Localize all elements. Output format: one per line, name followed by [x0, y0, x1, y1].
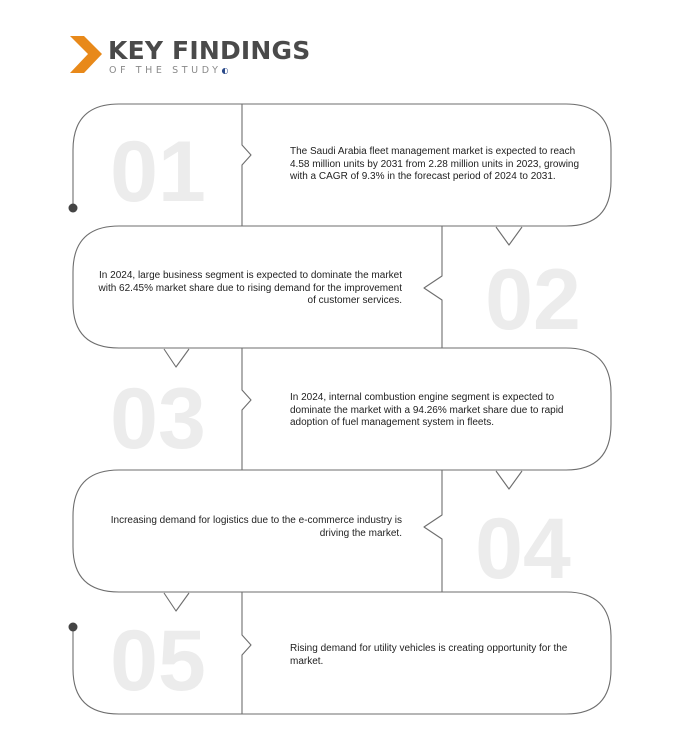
bubble-tail-3 — [496, 471, 522, 489]
bubble-tail-1 — [496, 227, 522, 245]
divider-3 — [242, 348, 251, 470]
finding-number-2: 02 — [485, 252, 581, 348]
divider-5 — [242, 592, 251, 714]
page-title: KEY FINDINGS — [108, 36, 311, 65]
start-dot — [69, 204, 78, 213]
divider-4 — [424, 470, 442, 592]
finding-text-5: Rising demand for utility vehicles is creating opportunity for the market. — [290, 643, 568, 667]
page-subtitle — [109, 65, 229, 76]
finding-number-5: 05 — [110, 613, 206, 709]
finding-text-4: Increasing demand for logistics due to the e-commerce industry is driving the market. — [110, 515, 402, 539]
divider-1 — [242, 104, 251, 226]
end-dot — [69, 623, 78, 632]
finding-number-4: 04 — [475, 501, 571, 597]
finding-text-3: In 2024, internal combustion engine segment is expected to dominate the market with a 94.26% market share due to rapid adoption of fuel management system in fleets. — [290, 392, 564, 429]
finding-text-2: In 2024, large business segment is expected to dominate the market with 62.45% market share due to rising demand for the improvement of customer services. — [98, 270, 402, 307]
subtitle-dot-icon: ◐ — [221, 66, 229, 75]
bubble-tail-2 — [164, 349, 189, 367]
finding-text-1: The Saudi Arabia fleet management market is expected to reach 4.58 million units by 2031 from 2.28 million units in 2023, growing with a CAGR of 9.3% in the forecast period of 2024 to 2031. — [290, 146, 580, 183]
finding-number-3: 03 — [110, 371, 206, 467]
divider-2 — [424, 226, 442, 348]
bubble-tail-4 — [164, 593, 189, 611]
finding-number-1: 01 — [110, 124, 206, 220]
page-subtitle-text: OF THE STUDY — [109, 65, 222, 76]
chevron-logo-icon — [70, 36, 102, 73]
